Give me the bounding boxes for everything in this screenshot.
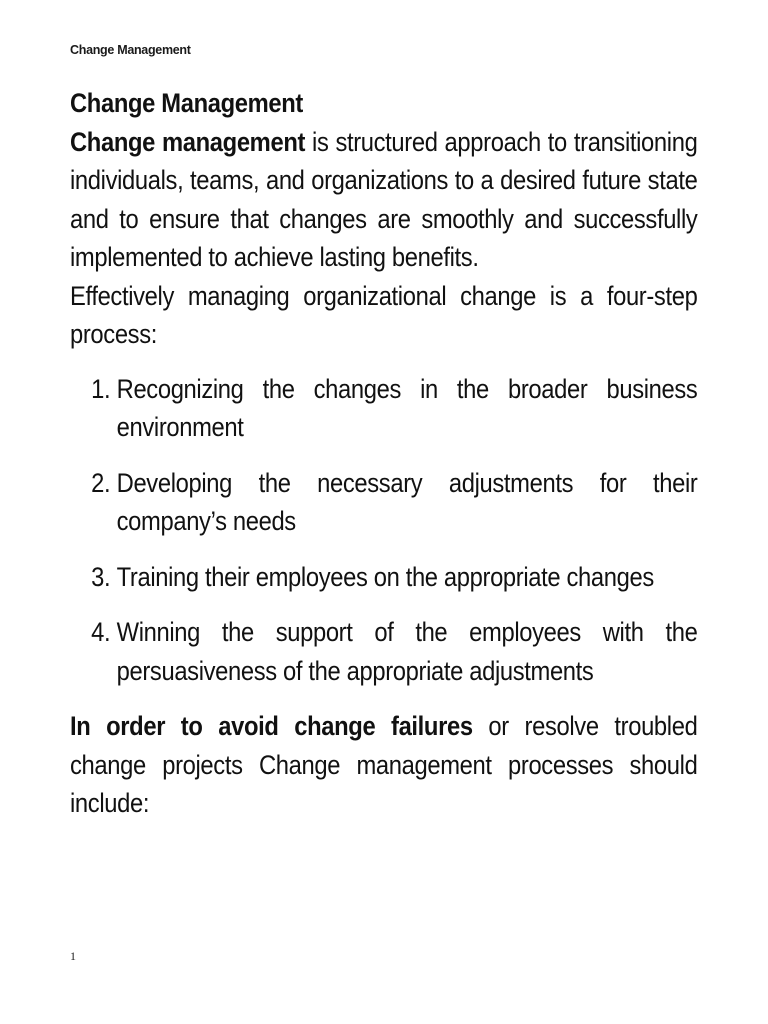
- list-item-number: 1.: [91, 373, 111, 404]
- intro-text: is structured approach to transitioning individuals, teams, and organizations to a desired future state and to ensure that changes are smoothly and successfully implemented to achieve lasting benefits.: [70, 126, 698, 272]
- list-item: [70, 464, 697, 541]
- list-item: [70, 613, 697, 690]
- list-item-text: Developing the necessary adjustments for their company’s needs: [116, 467, 698, 536]
- section-heading: Change Management: [70, 88, 303, 118]
- list-item-number: 3.: [91, 561, 111, 592]
- list-item-text: Recognizing the changes in the broader business environment: [116, 373, 698, 442]
- running-header: Change Management: [70, 43, 191, 57]
- list-item-number: 4.: [91, 617, 111, 647]
- document-body: [70, 84, 697, 823]
- list-item-text: Winning the support of the employees with the persuasiveness of the appropriate adjustments: [116, 617, 698, 686]
- closing-text: or resolve troubled change projects Change management processes should include:: [70, 711, 698, 818]
- process-intro-paragraph: Effectively managing organizational change is a four-step process:: [70, 280, 698, 349]
- steps-list: [70, 370, 697, 691]
- closing-paragraph: [70, 707, 697, 823]
- list-item-text: Training their employees on the appropriate changes: [116, 561, 654, 592]
- list-item: [70, 370, 697, 447]
- intro-paragraph: [70, 123, 697, 277]
- list-item: [70, 558, 697, 597]
- intro-term: Change management: [70, 126, 306, 157]
- page-number: 1: [70, 949, 76, 963]
- closing-bold-text: In order to avoid change failures: [70, 711, 473, 741]
- list-item-number: 2.: [91, 467, 111, 498]
